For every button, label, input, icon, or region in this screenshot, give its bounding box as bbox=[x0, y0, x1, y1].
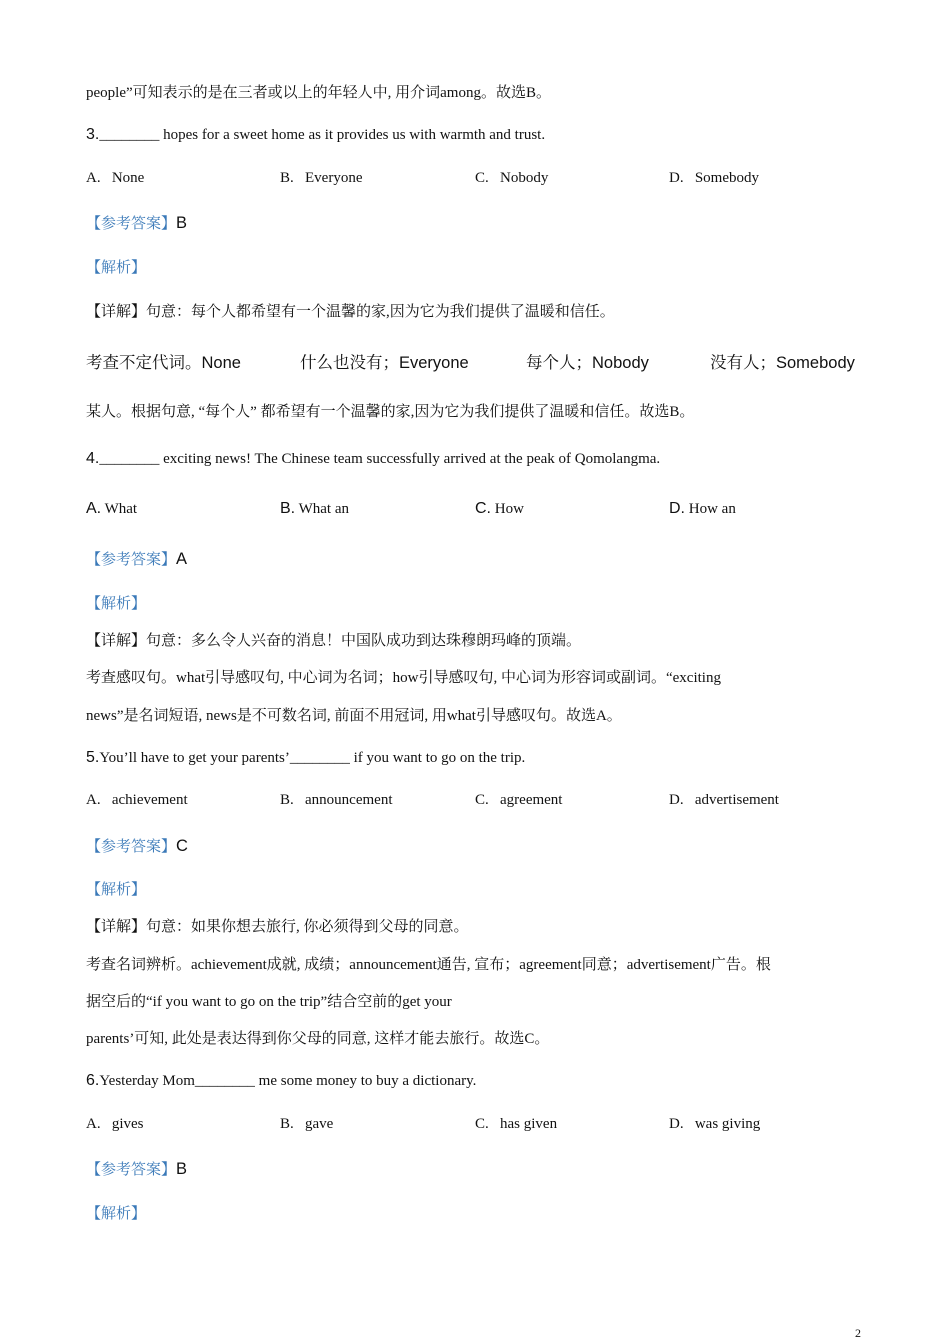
text-span: B. bbox=[280, 500, 296, 517]
text-span: was giving bbox=[694, 1116, 761, 1132]
text-span: C. bbox=[475, 500, 491, 517]
option bbox=[86, 1116, 144, 1133]
analysis-heading: 【解析】 bbox=[86, 1204, 147, 1222]
text-span: B. bbox=[280, 792, 294, 808]
text-span: agreement bbox=[500, 792, 563, 808]
option bbox=[280, 792, 392, 809]
text-span: A. bbox=[86, 1116, 101, 1132]
option bbox=[669, 500, 736, 518]
text-span: gives bbox=[111, 1116, 144, 1132]
text-span: Yesterday Mom________ me some money to buy a dictionary. bbox=[99, 1073, 477, 1089]
answer-q3 bbox=[86, 212, 187, 233]
option-a bbox=[86, 170, 144, 187]
detail-q4: 【详解】句意：多么令人兴奋的消息！中国队成功到达珠穆朗玛峰的顶端。 bbox=[86, 633, 582, 649]
option bbox=[86, 792, 188, 809]
text-span: Everyone bbox=[305, 170, 363, 186]
text-span: 什么也没有；Everyone bbox=[300, 354, 469, 372]
text-span: 【参考答案】 bbox=[86, 837, 177, 855]
detail-q5: 【详解】句意：如果你想去旅行, 你必须得到父母的同意。 bbox=[86, 919, 469, 935]
text-span: D. bbox=[669, 500, 685, 517]
text-line: 考查名词辨析。achievement成就, 成绩；announcement通告, 宣布；agreement同意；advertisement广告。根 bbox=[86, 957, 771, 973]
text-line: 据空后的“if you want to go on the trip”结合空前的get your bbox=[86, 994, 452, 1010]
text-span: ________ exciting news! The Chinese team successfully arrived at the peak of Qomolangma. bbox=[99, 451, 661, 467]
analysis-heading: 【解析】 bbox=[86, 594, 147, 612]
text-span: None bbox=[111, 170, 145, 186]
text-span: 【参考答案】 bbox=[86, 550, 177, 568]
text-span: D. bbox=[669, 1116, 684, 1132]
question-3 bbox=[86, 126, 545, 144]
option bbox=[669, 1116, 760, 1133]
text-span: announcement bbox=[305, 792, 393, 808]
answer-q4 bbox=[86, 548, 187, 569]
page-number: 2 bbox=[855, 1326, 861, 1340]
text-span: gave bbox=[305, 1116, 334, 1132]
text-span: advertisement bbox=[694, 792, 779, 808]
text-span: D. bbox=[669, 792, 684, 808]
text-span: B bbox=[176, 214, 188, 232]
option bbox=[475, 1116, 557, 1133]
option bbox=[86, 500, 137, 518]
text-span: 每个人；Nobody bbox=[526, 354, 649, 372]
text-span: B. bbox=[280, 170, 294, 186]
answer-q5 bbox=[86, 835, 188, 856]
option bbox=[280, 1116, 333, 1133]
option bbox=[475, 792, 562, 809]
analysis-heading: 【解析】 bbox=[86, 880, 147, 898]
option bbox=[475, 500, 524, 518]
text-span: How an bbox=[688, 501, 736, 517]
text-line: 考查感叹句。what引导感叹句, 中心词为名词；how引导感叹句, 中心词为形容词或副词。“exciting bbox=[86, 670, 721, 686]
text-span: 4. bbox=[86, 450, 100, 467]
text-span: C. bbox=[475, 792, 489, 808]
text-line: 某人。根据句意, “每个人” 都希望有一个温馨的家,因为它为我们提供了温暖和信任。故选B。 bbox=[86, 404, 695, 420]
option-d bbox=[669, 170, 759, 187]
option bbox=[280, 500, 349, 518]
answer-q6 bbox=[86, 1158, 187, 1179]
text-span: A bbox=[176, 550, 188, 568]
text-span: D. bbox=[669, 170, 684, 186]
text-span: Somebody bbox=[694, 170, 760, 186]
text-span: B. bbox=[280, 1116, 294, 1132]
text-span: B bbox=[176, 1160, 188, 1178]
question-number: 3. bbox=[86, 126, 100, 143]
question-4 bbox=[86, 450, 660, 468]
text-span: 【参考答案】 bbox=[86, 214, 177, 232]
question-5 bbox=[86, 749, 525, 767]
text-span: A. bbox=[86, 792, 101, 808]
text-span: 6. bbox=[86, 1072, 100, 1089]
text-span: A. bbox=[86, 500, 102, 517]
text-span: achievement bbox=[111, 792, 188, 808]
option-b bbox=[280, 170, 363, 187]
text-span: 没有人；Somebody bbox=[710, 354, 855, 372]
text-span: How bbox=[494, 501, 524, 517]
text-span: Nobody bbox=[500, 170, 549, 186]
text-span: C. bbox=[475, 170, 489, 186]
text-span: What bbox=[104, 501, 138, 517]
text-span: C. bbox=[475, 1116, 489, 1132]
text-line: parents’可知, 此处是表达得到你父母的同意, 这样才能去旅行。故选C。 bbox=[86, 1031, 550, 1047]
text-span: You’ll have to get your parents’________ if you want to go on the trip. bbox=[99, 750, 526, 766]
question-6 bbox=[86, 1072, 476, 1090]
analysis-heading: 【解析】 bbox=[86, 258, 147, 276]
text-span: has given bbox=[500, 1116, 558, 1132]
question-text: ________ hopes for a sweet home as it provides us with warmth and trust. bbox=[99, 127, 546, 143]
text-line: people”可知表示的是在三者或以上的年轻人中, 用介词among。故选B。 bbox=[86, 85, 551, 101]
text-span: A. bbox=[86, 170, 101, 186]
text-span: C bbox=[176, 837, 188, 855]
text-span: 5. bbox=[86, 749, 100, 766]
text-span: 【参考答案】 bbox=[86, 1160, 177, 1178]
text-span: What an bbox=[298, 501, 349, 517]
option-c bbox=[475, 170, 548, 187]
detail-q3: 【详解】句意：每个人都希望有一个温馨的家,因为它为我们提供了温暖和信任。 bbox=[86, 304, 615, 320]
text-line: news”是名词短语, news是不可数名词, 前面不用冠词, 用what引导感叹句。故选A。 bbox=[86, 708, 622, 724]
option bbox=[669, 792, 779, 809]
text-span: 考查不定代词。None bbox=[86, 354, 241, 372]
